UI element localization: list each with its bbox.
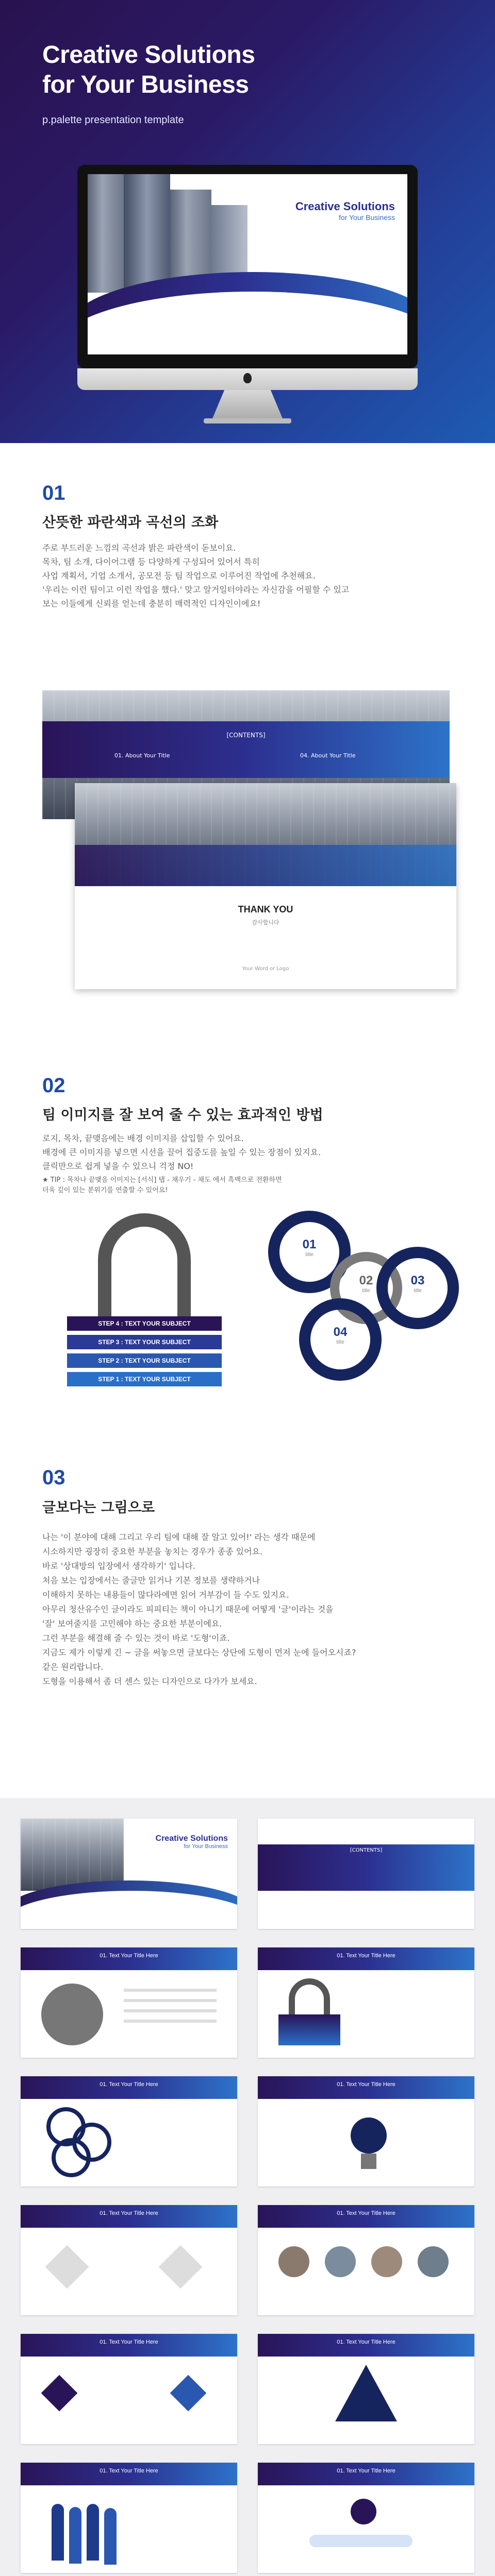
apple-logo-icon: [243, 373, 252, 383]
lock-step-3: STEP 3 : TEXT YOUR SUBJECT: [67, 1335, 222, 1349]
hero-subtitle: p.palette presentation template: [42, 114, 184, 126]
thumb-slide-title: 01. Text Your Title Here: [337, 2468, 395, 2474]
thumb-slide-pyramid[interactable]: [258, 2334, 474, 2444]
thumb-contents[interactable]: [258, 1819, 474, 1929]
thumb-contents-label: [CONTENTS]: [350, 1848, 383, 1853]
thumb-slide-circle[interactable]: [21, 1947, 237, 2058]
section2-heading: 팀 이미지를 잘 보여 줄 수 있는 효과적인 방법: [42, 1107, 323, 1123]
ring-04-title: title: [336, 1340, 344, 1345]
ring-01-number: 01: [302, 1238, 317, 1251]
thumb-slide-title: 01. Text Your Title Here: [100, 2210, 158, 2216]
monitor-stand: [211, 390, 284, 421]
monitor-stand-base: [204, 418, 291, 423]
thumb-cover-subtitle: for Your Business: [184, 1843, 228, 1850]
thumb-slide-title: 01. Text Your Title Here: [337, 1953, 395, 1959]
thumb-slide-title: 01. Text Your Title Here: [337, 2339, 395, 2345]
hero-title: Creative Solutions for Your Business: [42, 41, 255, 98]
ring-03-number: 03: [410, 1274, 425, 1287]
thumb-cover-title: Creative Solutions: [155, 1834, 228, 1843]
section2-tip: ★ TIP : 목차나 끝맺음 이미지는 [서식] 탭 - 채우기 - 채도 에서 흑백으로 전환하면 더욱 깊이 있는 분위기를 연출할 수 있어요!: [42, 1176, 282, 1194]
thankyou-title: THANK YOU: [238, 904, 293, 914]
lock-step-2: STEP 2 : TEXT YOUR SUBJECT: [67, 1353, 222, 1368]
ring-02-title: title: [362, 1288, 370, 1294]
thumb-slide-rings[interactable]: [21, 2076, 237, 2187]
thumb-slide-diamond-blue[interactable]: [21, 2334, 237, 2444]
thumb-slide-title: 01. Text Your Title Here: [100, 2339, 158, 2345]
ring-04-number: 04: [333, 1325, 348, 1339]
thumb-slide-title: 01. Text Your Title Here: [337, 2081, 395, 2088]
slide-thumbnail-grid: [0, 1798, 495, 2576]
monitor-screen: [88, 174, 407, 354]
thumb-cover[interactable]: [21, 1819, 237, 1929]
screen-title: Creative Solutions: [295, 200, 395, 213]
screen-subtitle: for Your Business: [339, 213, 395, 222]
thumb-slide-title: 01. Text Your Title Here: [337, 2210, 395, 2216]
section1-number: 01: [42, 482, 65, 504]
thumb-slide-team[interactable]: [21, 2463, 237, 2573]
thankyou-sub: 감사합니다: [252, 919, 279, 926]
thumb-slide-diamonds[interactable]: [21, 2205, 237, 2315]
lock-step-1: STEP 1 : TEXT YOUR SUBJECT: [67, 1372, 222, 1386]
thumb-slide-people[interactable]: [258, 2205, 474, 2315]
section3-body: 나는 '이 분야에 대해 그리고 우리 팀에 대해 잘 알고 있어!' 라는 생각 때문에 시소하지만 굉장히 중요한 부분을 놓치는 경우가 종종 있어요. 바로 '상대방의 입장에서 생각하기' 입니다. 처음 보는 입장에서는 줄글만 읽거나 기본 정보를 생략하거나 이해하지 못하는 내용들이 많다라에면 읽어 거부감이 들 수도 있지요. 아무리 청산유수인 글이라도 피피티는 책이 아니기 때문에 어떻게 '글'이라는 것을 '잘' 보여줄지를 고민해야 하는 중요한 부분이에요. 그런 부분을 해결해 줄 수 있는 것이 바로 '도형'이죠. 지금도 제가 이렇게 긴 ~ 글을 써놓으면 글보다는 상단에 도형이 먼저 눈에 들어오시죠? 같은 원리랍니다. 도형을 이용해서 좀 더 센스 있는 디자인으로 다가가 보세요.: [42, 1532, 356, 1686]
rings-diagram: [253, 1200, 459, 1422]
ring-03-title: title: [414, 1288, 422, 1294]
ring-02-number: 02: [359, 1274, 373, 1287]
section1-heading: 산뜻한 파란색과 곡선의 조화: [42, 515, 219, 531]
lock-diagram: [67, 1213, 222, 1419]
lock-step-4: STEP 4 : TEXT YOUR SUBJECT: [67, 1316, 222, 1331]
section1-body: 주로 부드러운 느낌의 곡선과 밝은 파란색이 돋보이요. 목차, 팀 소개, 다이어그램 등 다양하게 구성되어 있어서 특히 사업 계획서, 기업 소개서, 공모전 등 팀 작업으로 이루어진 작업에 추천해요. '우리는 이런 팀이고 이런 작업을 했다.' 맞고 알거일터야라는 자신감을 어필할 수 있고 보는 이들에게 신뢰를 얻는데 충분히 매력적인 디자인이에요!: [42, 543, 350, 608]
section3-heading: 글보다는 그림으로: [42, 1500, 155, 1516]
hero-banner: [0, 0, 495, 443]
thumb-slide-lock[interactable]: [258, 1947, 474, 2058]
section2-number: 02: [42, 1074, 65, 1097]
thumb-slide-title: 01. Text Your Title Here: [100, 2468, 158, 2474]
thankyou-slide-preview: [75, 783, 456, 989]
thumb-slide-title: 01. Text Your Title Here: [100, 1953, 158, 1959]
lock-shackle: [98, 1213, 191, 1316]
section2-body: 로지, 목차, 끝맺음에는 배경 이미지를 삽입할 수 있어요. 배경에 큰 이미지를 넣으면 시선을 끌어 집중도를 높일 수 있는 장점이 있지요. 클릭만으로 쉽게 넣을 수 있으니 걱정 NO!: [42, 1133, 321, 1171]
thumb-slide-circles[interactable]: [258, 2463, 474, 2573]
monitor-mockup: [77, 165, 418, 392]
ring-01-title: title: [305, 1252, 314, 1258]
contents-item-1: 01. About Your Title: [114, 752, 170, 759]
thumb-slide-bulb[interactable]: [258, 2076, 474, 2187]
contents-item-2: 04. About Your Title: [300, 752, 356, 759]
thumb-slide-title: 01. Text Your Title Here: [100, 2081, 158, 2088]
contents-label: [CONTENTS]: [226, 732, 266, 739]
section3-number: 03: [42, 1466, 65, 1489]
thankyou-footer: Your Word or Logo: [242, 966, 289, 972]
